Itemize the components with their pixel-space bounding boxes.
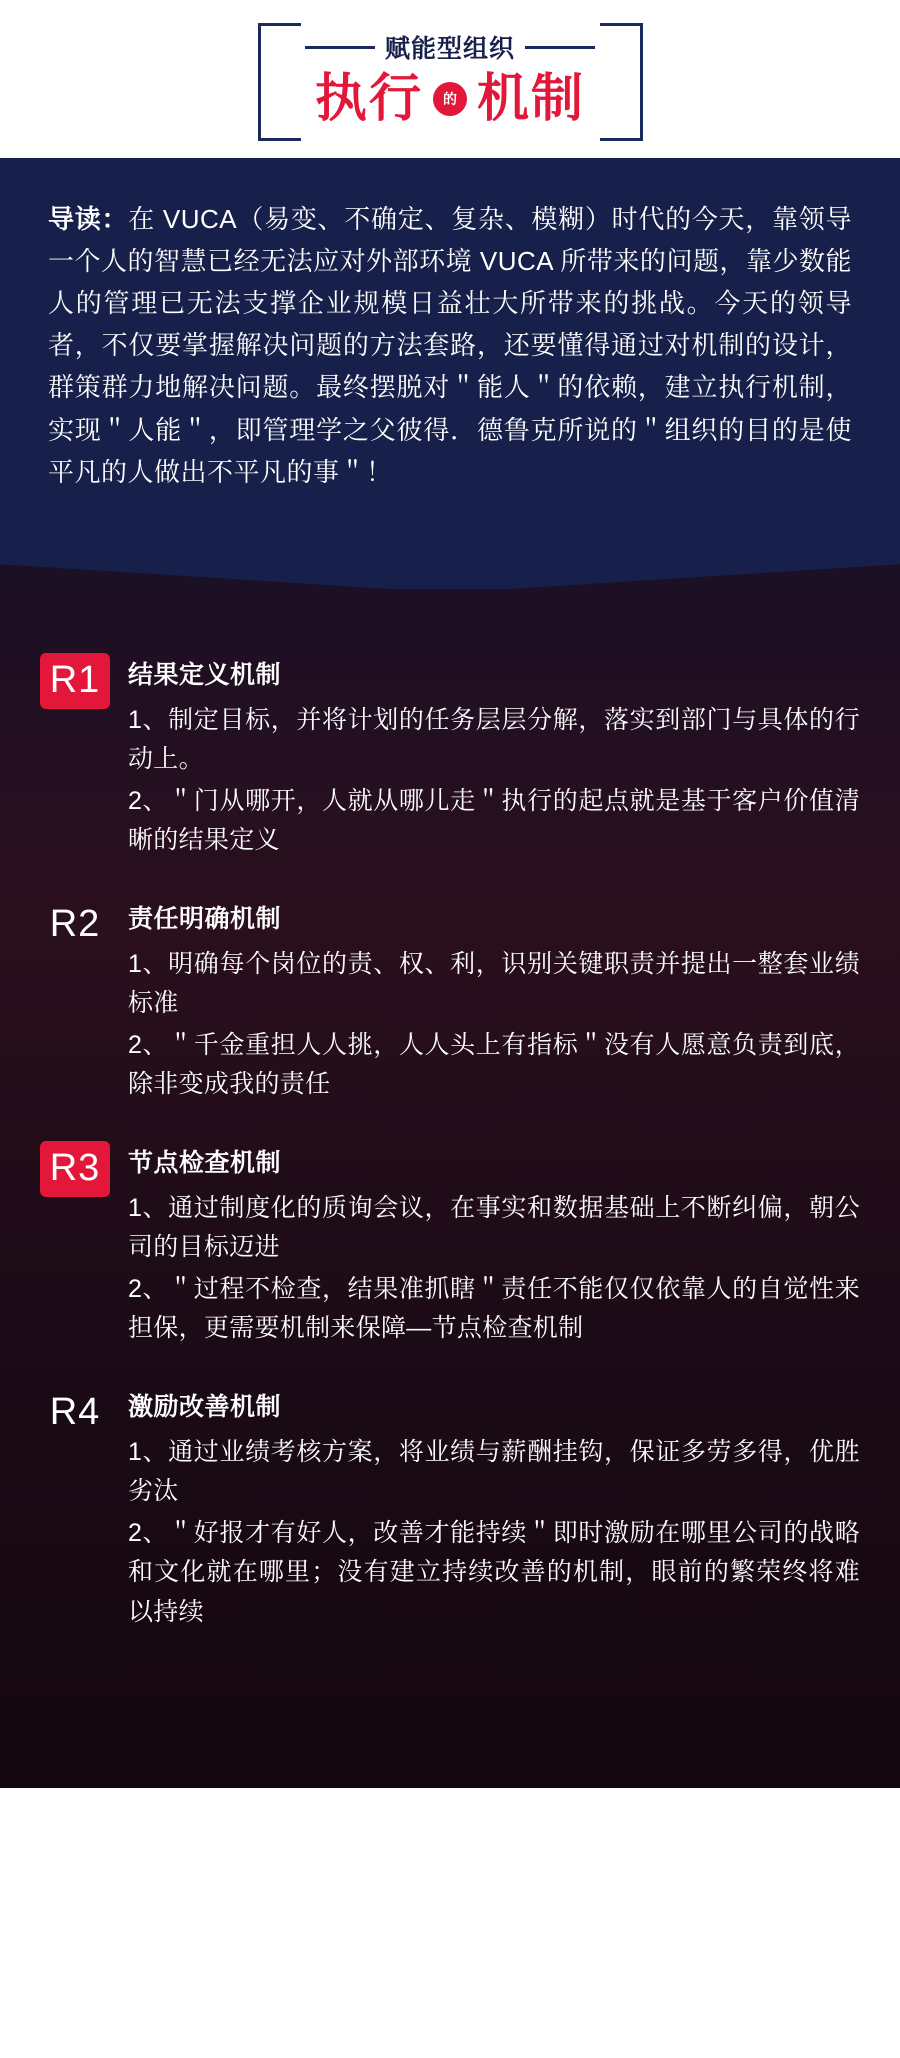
rule-line: 2、＂过程不检查，结果准抓瞎＂责任不能仅仅依靠人的自觉性来担保，更需要机制来保障—节点检查机制 xyxy=(128,1274,860,1343)
list-item xyxy=(40,1141,860,1351)
rule-title: 节点检查机制 xyxy=(128,1148,282,1177)
rule-badge: R3 xyxy=(40,1141,110,1197)
rules-section xyxy=(0,589,900,1789)
list-item xyxy=(40,897,860,1107)
page-title xyxy=(314,70,586,128)
rule-title: 责任明确机制 xyxy=(128,904,282,933)
rule-line: 1、通过业绩考核方案，将业绩与薪酬挂钩，保证多劳多得，优胜劣汰 xyxy=(128,1437,860,1506)
intro-lead-label: 导读： xyxy=(48,204,129,234)
rule-title: 结果定义机制 xyxy=(128,660,282,689)
title-word-right: 机制 xyxy=(477,70,586,128)
rule-line: 1、通过制度化的质询会议，在事实和数据基础上不断纠偏，朝公司的目标迈进 xyxy=(128,1193,860,1262)
rule-line: 1、明确每个岗位的责、权、利，识别关键职责并提出一整套业绩标准 xyxy=(128,949,860,1018)
rule-badge: R1 xyxy=(40,653,110,709)
intro-section xyxy=(0,158,900,555)
rule-badge: R4 xyxy=(49,1391,101,1434)
rule-line: 2、＂好报才有好人，改善才能持续＂即时激励在哪里公司的战略和文化就在哪里；没有建立持续改善的机制，眼前的繁荣终将难以持续 xyxy=(128,1518,860,1626)
kicker-text: 赋能型组织 xyxy=(384,35,515,63)
rule-line: 2、＂千金重担人人挑，人人头上有指标＂没有人愿意负责到底，除非变成我的责任 xyxy=(128,1030,860,1099)
section-divider-notch xyxy=(0,555,900,589)
intro-text: 在 VUCA（易变、不确定、复杂、模糊）时代的今天，靠领导一个人的智慧已经无法应对外部环境 VUCA 所带来的问题，靠少数能人的管理已无法支撑企业规模日益壮大所带来的挑战。今天的领导者，不仅要掌握解决问题的方法套路，还要懂得通过对机制的设计，群策群力地解决问题。最终摆脱对＂能人＂的依赖，建立执行机制，实现＂人能＂，即管理学之父彼得．德鲁克所说的＂组织的目的是使平凡的人做出不平凡的事＂！ xyxy=(48,204,852,487)
intro-paragraph xyxy=(0,158,900,555)
rule-body xyxy=(128,653,860,863)
rule-body xyxy=(128,897,860,1107)
kicker-row xyxy=(258,29,643,65)
rule-line: 2、＂门从哪开，人就从哪儿走＂执行的起点就是基于客户价值清晰的结果定义 xyxy=(128,786,860,855)
title-frame xyxy=(258,23,643,135)
seal-icon: 的 xyxy=(433,82,467,116)
rule-line: 1、制定目标，并将计划的任务层层分解，落实到部门与具体的行动上。 xyxy=(128,705,860,774)
kicker-rule-left xyxy=(305,46,375,49)
rule-title: 激励改善机制 xyxy=(128,1392,282,1421)
list-item xyxy=(40,653,860,863)
list-item xyxy=(40,1385,860,1635)
rule-body xyxy=(128,1141,860,1351)
poster-header xyxy=(0,0,900,158)
rule-body xyxy=(128,1385,860,1635)
kicker-rule-right xyxy=(525,46,595,49)
title-word-left: 执行 xyxy=(314,70,423,128)
rules-list xyxy=(0,653,900,1635)
rule-badge: R2 xyxy=(49,903,101,946)
